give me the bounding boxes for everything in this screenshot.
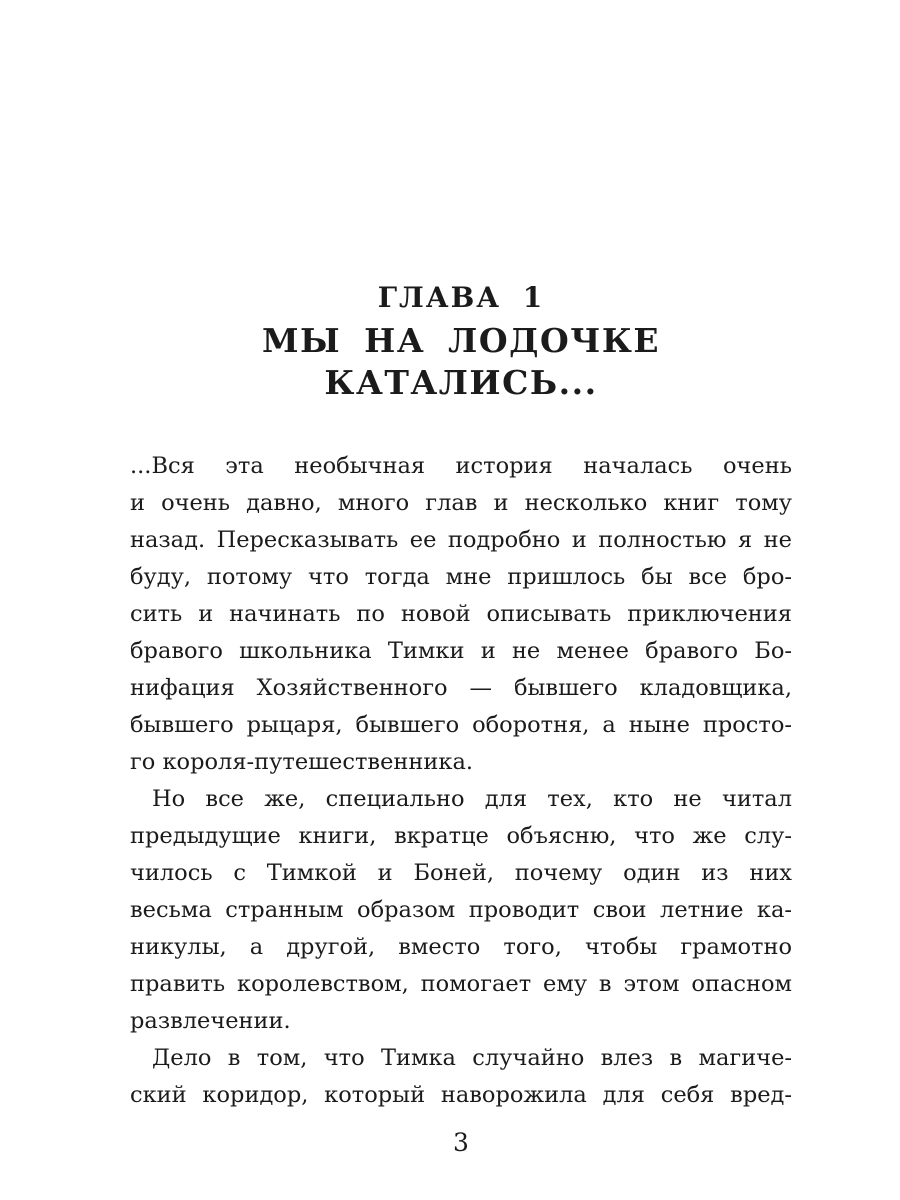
chapter-heading: ГЛАВА 1 bbox=[377, 281, 545, 314]
body-line: го короля-путешественника. bbox=[130, 749, 474, 775]
body-line: и очень давно, много глав и несколько книг тому bbox=[130, 490, 792, 516]
body-line: сить и начинать по новой описывать приключения bbox=[130, 601, 792, 627]
body-line: весьма странным образом проводит свои летние ка- bbox=[130, 897, 792, 923]
body-line: буду, потому что тогда мне пришлось бы все бро- bbox=[130, 564, 792, 590]
chapter-title: МЫ НА ЛОДОЧКЕ КАТАЛИСЬ... bbox=[261, 321, 661, 402]
body-line: никулы, а другой, вместо того, чтобы грамотно bbox=[130, 934, 792, 960]
body-line: нифация Хозяйственного — бывшего кладовщика, bbox=[130, 675, 792, 701]
body-line: Но все же, специально для тех, кто не читал bbox=[152, 786, 792, 812]
body-line: назад. Пересказывать ее подробно и полностью я не bbox=[130, 527, 792, 553]
body-line: Дело в том, что Тимка случайно влез в магиче- bbox=[152, 1045, 792, 1071]
page-number: 3 bbox=[453, 1128, 469, 1157]
body-line: бравого школьника Тимки и не менее бравого Бо- bbox=[130, 638, 792, 664]
body-line: бывшего рыцаря, бывшего оборотня, а ныне просто- bbox=[130, 712, 792, 738]
body-line: править королевством, помогает ему в этом опасном bbox=[130, 971, 792, 997]
body-line: предыдущие книги, вкратце объясню, что же слу- bbox=[130, 823, 792, 849]
body-text bbox=[130, 448, 792, 1114]
body-line: чилось с Тимкой и Боней, почему один из них bbox=[130, 860, 792, 886]
body-line: развлечении. bbox=[130, 1008, 291, 1034]
body-line: ский коридор, который наворожила для себя вред- bbox=[130, 1082, 792, 1108]
body-line: ...Вся эта необычная история началась очень bbox=[130, 453, 792, 479]
